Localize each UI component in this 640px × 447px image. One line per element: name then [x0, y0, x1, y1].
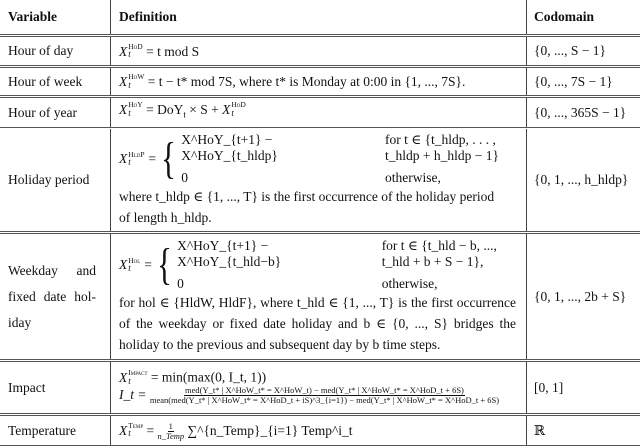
definition: X Temp t = $\frac{1}{\text{n\_Temp}}$ ∑^{n_Temp}_{i=1} Temp^i_t: [110, 416, 527, 445]
codomain: ℝ: [534, 422, 546, 438]
codomain: {0, ..., 7S − 1}: [534, 73, 613, 89]
definition: X Hol t = { X^HoY_{t+1} − X^HoY_{t_hld−b} for t ∈ {t_hld − b, ..., t_hld + b + S − 1}, 0 otherwise, for hol ∈ {HldW, HldF}, where t_hld ∈ {1, ..., T} is the first occurrence of the weekday or fixed date holiday and b ∈ {0, ..., S} bridges the holiday to the previous and subsequent day by b time steps.: [110, 234, 527, 359]
divider: [0, 445, 640, 446]
codomain: {0, 1, ..., h_hldp}: [534, 172, 629, 187]
header-codomain: Codomain: [534, 9, 595, 24]
definition: X Impact t = min(max(0, I_t, 1)) I_t = med(Y_t* | X^HoW_t* = X^HoW_t) − med(Y_t* | X^HoW_t* = X^HoD_t + 6S) mean(med(Y_t* | X^HoW_t* = X^HoD_t + iS)^3_{i=1}) − med(Y_t* | X^HoW_t* = X^HoD_t + 6S): [110, 362, 527, 413]
variable-name: Hour of week: [8, 73, 83, 89]
divider: [0, 127, 640, 128]
definition: X HoW t = t − t* mod 7S, where t* is Monday at 0:00 in {1, ..., 7S}.: [110, 68, 527, 95]
table-row: [0, 362, 640, 413]
variable-name: Impact: [8, 379, 46, 395]
header-variable: Variable: [8, 9, 58, 24]
header-definition: Definition: [110, 0, 527, 34]
codomain: {0, 1, ..., 2b + S}: [534, 288, 627, 304]
header-row: [0, 0, 640, 34]
codomain: [0, 1]: [534, 379, 564, 395]
definition: X HoD t = t mod S: [110, 37, 527, 65]
table-row: [0, 37, 640, 65]
table-row: [0, 129, 640, 231]
codomain: {0, ..., S − 1}: [534, 43, 606, 58]
table-row: [0, 98, 640, 127]
table-row: [0, 416, 640, 445]
variable-name: Hour of day: [8, 43, 74, 58]
table-row: [0, 234, 640, 359]
variable-name: Hour of year: [8, 104, 77, 120]
variable-name: Temperature: [8, 422, 77, 438]
codomain: {0, ..., 365S − 1}: [534, 104, 627, 120]
definition: X HldP t = { X^HoY_{t+1} − X^HoY_{t_hldp} for t ∈ {t_hldp, . . . , t_hldp + h_hldp − 1} 0 otherwise, where t_hldp ∈ {1, ..., T} is the first occurrence of the holiday period of length h_hldp.: [110, 129, 527, 231]
table-row: [0, 68, 640, 95]
variable-name: Holiday period: [8, 172, 90, 187]
variable-name: Weekday and fixed date hol- iday: [8, 262, 96, 330]
definition: X HoY t = DoY$_t$ × S + X HoD t: [110, 98, 527, 127]
